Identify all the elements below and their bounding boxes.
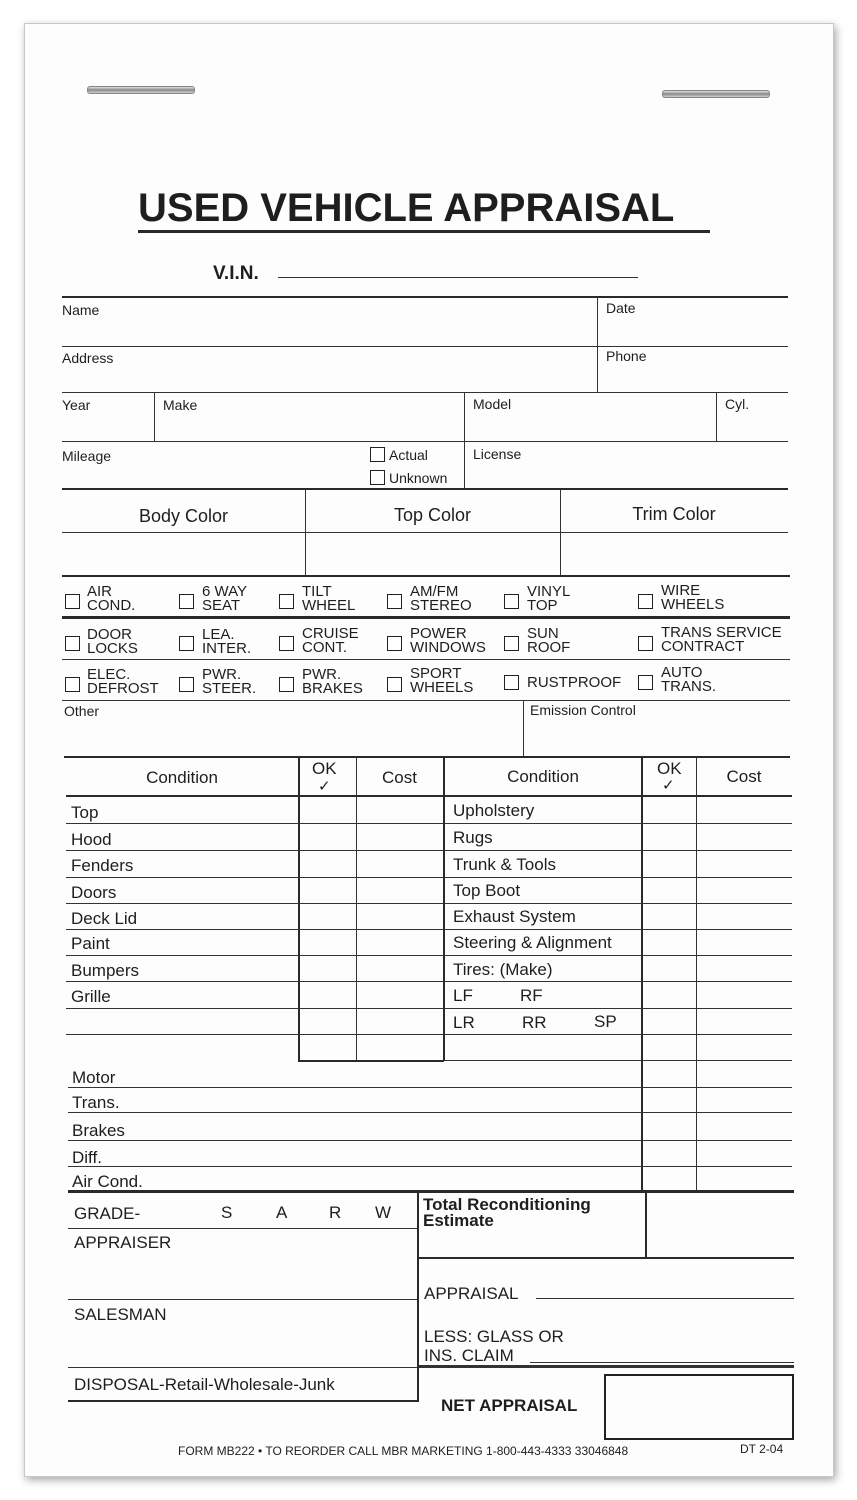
sun-roof-checkbox[interactable]: [504, 636, 519, 651]
cond-row-rule: [445, 955, 792, 956]
divider-body-top: [305, 490, 306, 576]
cruise-control-checkbox[interactable]: [279, 636, 294, 651]
leather-interior-label: LEA. INTER.: [202, 626, 252, 657]
mech-item-brakes: Brakes: [72, 1121, 125, 1140]
cond-row-rule: [66, 1034, 444, 1035]
cond-row-rule: [66, 1008, 444, 1009]
cond-item-paint: Paint: [71, 934, 110, 953]
rustproof-label: RUSTPROOF: [527, 674, 622, 691]
ok-header-right: OK: [657, 759, 682, 778]
cost-header-left: Cost: [382, 768, 417, 787]
appraiser-label: APPRAISER: [74, 1233, 172, 1252]
power-steering-checkbox[interactable]: [179, 677, 194, 692]
cond-item-doors: Doors: [71, 883, 117, 902]
year-make-field[interactable]: [62, 441, 788, 442]
condition-header-right: Condition: [507, 767, 579, 786]
tire-rf: RF: [520, 986, 543, 1005]
rule-mech-bottom: [68, 1190, 794, 1193]
cond-row-rule: [66, 903, 444, 904]
vinyl-top-checkbox[interactable]: [504, 594, 519, 609]
cyl-label: Cyl.: [725, 396, 750, 412]
condition-header-left: Condition: [146, 768, 218, 787]
cond-row-rule: [445, 1060, 792, 1061]
less-glass-label: LESS: GLASS OR INS. CLAIM: [424, 1327, 564, 1365]
sport-wheels-checkbox[interactable]: [387, 677, 402, 692]
cond-row-rule: [66, 850, 444, 851]
appraisal-field[interactable]: [536, 1298, 794, 1299]
tilt-wheel-checkbox[interactable]: [279, 594, 294, 609]
mech-row-rule: [68, 1140, 792, 1141]
rustproof-checkbox[interactable]: [504, 675, 519, 690]
actual-checkbox[interactable]: [370, 447, 385, 462]
title-underline: [138, 230, 710, 233]
cond-item-hood: Hood: [71, 830, 112, 849]
cond-item-grille: Grille: [71, 987, 111, 1006]
total-recon-label: Total Reconditioning Estimate: [423, 1195, 591, 1230]
net-appraisal-label: NET APPRAISAL: [441, 1396, 578, 1415]
vin-field[interactable]: [278, 277, 638, 278]
salesman-label: SALESMAN: [74, 1305, 167, 1324]
ok-check-right: ✓: [662, 777, 675, 794]
phone-label: Phone: [606, 348, 647, 364]
cond-row-rule: [445, 981, 792, 982]
unknown-checkbox[interactable]: [370, 470, 385, 485]
cond-row-rule: [445, 1034, 792, 1035]
elec-defrost-checkbox[interactable]: [65, 677, 80, 692]
make-label: Make: [163, 397, 198, 413]
cost-header-right: Cost: [726, 767, 762, 786]
name-label: Name: [62, 302, 100, 318]
cond-row-rule: [445, 850, 792, 851]
mileage-label: Mileage: [62, 448, 112, 464]
top-color-header: Top Color: [393, 505, 472, 525]
tire-lr: LR: [453, 1013, 475, 1032]
footer-text: FORM MB222 • TO REORDER CALL MBR MARKETING 1-800-443-4333 33046848: [178, 1444, 629, 1458]
form-title: USED VEHICLE APPRAISAL: [138, 186, 675, 230]
rule-options-1: [62, 616, 790, 619]
grade-s: S: [221, 1203, 233, 1222]
tire-sp: SP: [594, 1012, 617, 1031]
cond-item-steering: Steering & Alignment: [453, 933, 612, 952]
address-field[interactable]: [62, 392, 788, 393]
date-label: Date: [606, 300, 636, 316]
rule-color-header: [62, 532, 788, 533]
mech-row-rule: [68, 1087, 792, 1088]
cond-left-bottom: [298, 1060, 444, 1062]
cond-vline-2: [356, 758, 357, 1061]
grade-label: GRADE-: [74, 1204, 141, 1223]
auto-trans-label: AUTO TRANS.: [661, 664, 717, 695]
cond-row-rule: [66, 877, 444, 878]
year-label: Year: [62, 397, 91, 413]
leather-interior-checkbox[interactable]: [179, 636, 194, 651]
grade-w: W: [375, 1203, 392, 1222]
bottom-divider: [417, 1192, 419, 1402]
cond-item-fenders: Fenders: [71, 856, 134, 875]
unknown-label: Unknown: [389, 470, 448, 486]
cond-vline-1: [298, 758, 300, 1061]
cond-row-rule: [66, 955, 444, 956]
name-field[interactable]: [62, 346, 788, 347]
cond-row-rule: [445, 877, 792, 878]
power-brakes-label: PWR. BRAKES: [302, 666, 363, 697]
power-windows-checkbox[interactable]: [387, 636, 402, 651]
salesman-rule: [68, 1367, 418, 1368]
air-cond-label: AIR COND.: [87, 583, 136, 614]
cond-item-top: Top: [71, 803, 99, 822]
grade-rule: [68, 1228, 418, 1229]
cond-row-rule: [66, 929, 444, 930]
net-appraisal-box[interactable]: [604, 1374, 794, 1440]
ok-header-left: OK: [312, 759, 337, 778]
divider-model-cyl: [716, 393, 717, 441]
rule-options-2: [62, 659, 790, 660]
appraisal-label: APPRAISAL: [424, 1284, 519, 1303]
divider-name-date: [597, 297, 598, 393]
emission-label: Emission Control: [530, 702, 636, 718]
six-way-seat-checkbox[interactable]: [179, 594, 194, 609]
cond-header-rule: [66, 795, 792, 797]
body-color-header: Body Color: [138, 506, 229, 526]
trim-color-header: Trim Color: [632, 504, 716, 524]
address-label: Address: [62, 350, 114, 366]
tire-rr: RR: [522, 1013, 547, 1032]
actual-label: Actual: [389, 447, 428, 463]
cond-row-rule: [66, 981, 444, 982]
ok-check-left: ✓: [318, 778, 331, 795]
cond-row-rule: [66, 823, 444, 824]
tilt-wheel-label: TILT WHEEL: [302, 583, 356, 614]
cond-vline-3: [443, 758, 445, 1061]
appraiser-rule: [68, 1299, 418, 1300]
cond-item-upholstery: Upholstery: [453, 801, 535, 820]
rule-colors-bottom: [62, 575, 790, 577]
mech-item-diff: Diff.: [72, 1148, 102, 1167]
vinyl-top-label: VINYL TOP: [527, 583, 571, 614]
footer-code: DT 2-04: [740, 1442, 784, 1456]
less-glass-field[interactable]: [530, 1362, 794, 1363]
cond-item-rugs: Rugs: [453, 828, 493, 847]
net-rule-top: [419, 1365, 794, 1368]
door-locks-checkbox[interactable]: [65, 636, 80, 651]
am-fm-stereo-label: AM/FM STEREO: [410, 583, 472, 614]
grade-r: R: [329, 1203, 342, 1222]
cond-item-deck-lid: Deck Lid: [71, 909, 138, 928]
mech-item-trans: Trans.: [72, 1093, 120, 1112]
auto-trans-checkbox[interactable]: [638, 675, 653, 690]
mech-item-air-cond: Air Cond.: [72, 1172, 143, 1191]
six-way-seat-label: 6 WAY SEAT: [202, 583, 248, 614]
cond-item-bumpers: Bumpers: [71, 961, 140, 980]
rule-options-3: [62, 700, 790, 701]
cond-item-trunk-tools: Trunk & Tools: [453, 855, 556, 874]
air-cond-checkbox[interactable]: [65, 594, 80, 609]
other-label: Other: [64, 703, 100, 719]
cruise-control-label: CRUISE CONT.: [302, 625, 359, 656]
license-label: License: [473, 446, 522, 462]
power-windows-label: POWER WINDOWS: [410, 625, 486, 656]
cond-row-rule: [445, 929, 792, 930]
total-divider: [645, 1192, 647, 1258]
wire-wheels-checkbox[interactable]: [638, 594, 653, 609]
sport-wheels-label: SPORT WHEELS: [410, 665, 474, 696]
mech-row-rule: [68, 1166, 792, 1167]
cond-item-top-boot: Top Boot: [453, 881, 521, 900]
door-locks-label: DOOR LOCKS: [87, 626, 138, 657]
trans-service-contract-label: TRANS SERVICE CONTRACT: [661, 624, 782, 655]
mech-item-motor: Motor: [72, 1068, 116, 1087]
rule-top: [62, 296, 788, 298]
disposal-rule: [68, 1400, 418, 1402]
cond-row-rule: [445, 823, 792, 824]
tire-lf: LF: [453, 986, 473, 1005]
power-steering-label: PWR. STEER.: [202, 666, 257, 697]
disposal-label: DISPOSAL-Retail-Wholesale-Junk: [74, 1375, 335, 1394]
divider-other-emission: [523, 701, 524, 757]
power-brakes-checkbox[interactable]: [279, 677, 294, 692]
model-label: Model: [473, 396, 512, 412]
trans-service-contract-checkbox[interactable]: [638, 636, 653, 651]
total-rule: [419, 1257, 794, 1259]
elec-defrost-label: ELEC. DEFROST: [87, 666, 159, 697]
am-fm-stereo-checkbox[interactable]: [387, 594, 402, 609]
staple-left: [87, 86, 195, 94]
divider-top-trim: [560, 490, 561, 576]
vin-label: V.I.N.: [213, 263, 259, 284]
cond-item-tires: Tires: (Make): [453, 960, 553, 979]
wire-wheels-label: WIRE WHEELS: [661, 582, 725, 613]
cond-row-rule: [445, 1008, 792, 1009]
staple-right: [662, 90, 770, 98]
divider-year-make: [154, 393, 155, 441]
cond-item-exhaust: Exhaust System: [453, 907, 576, 926]
cond-row-rule: [445, 903, 792, 904]
grade-a: A: [276, 1203, 288, 1222]
rule-mileage: [62, 488, 788, 490]
mech-row-rule: [68, 1112, 792, 1113]
rule-other-bottom: [64, 756, 790, 758]
sun-roof-label: SUN ROOF: [527, 625, 571, 656]
